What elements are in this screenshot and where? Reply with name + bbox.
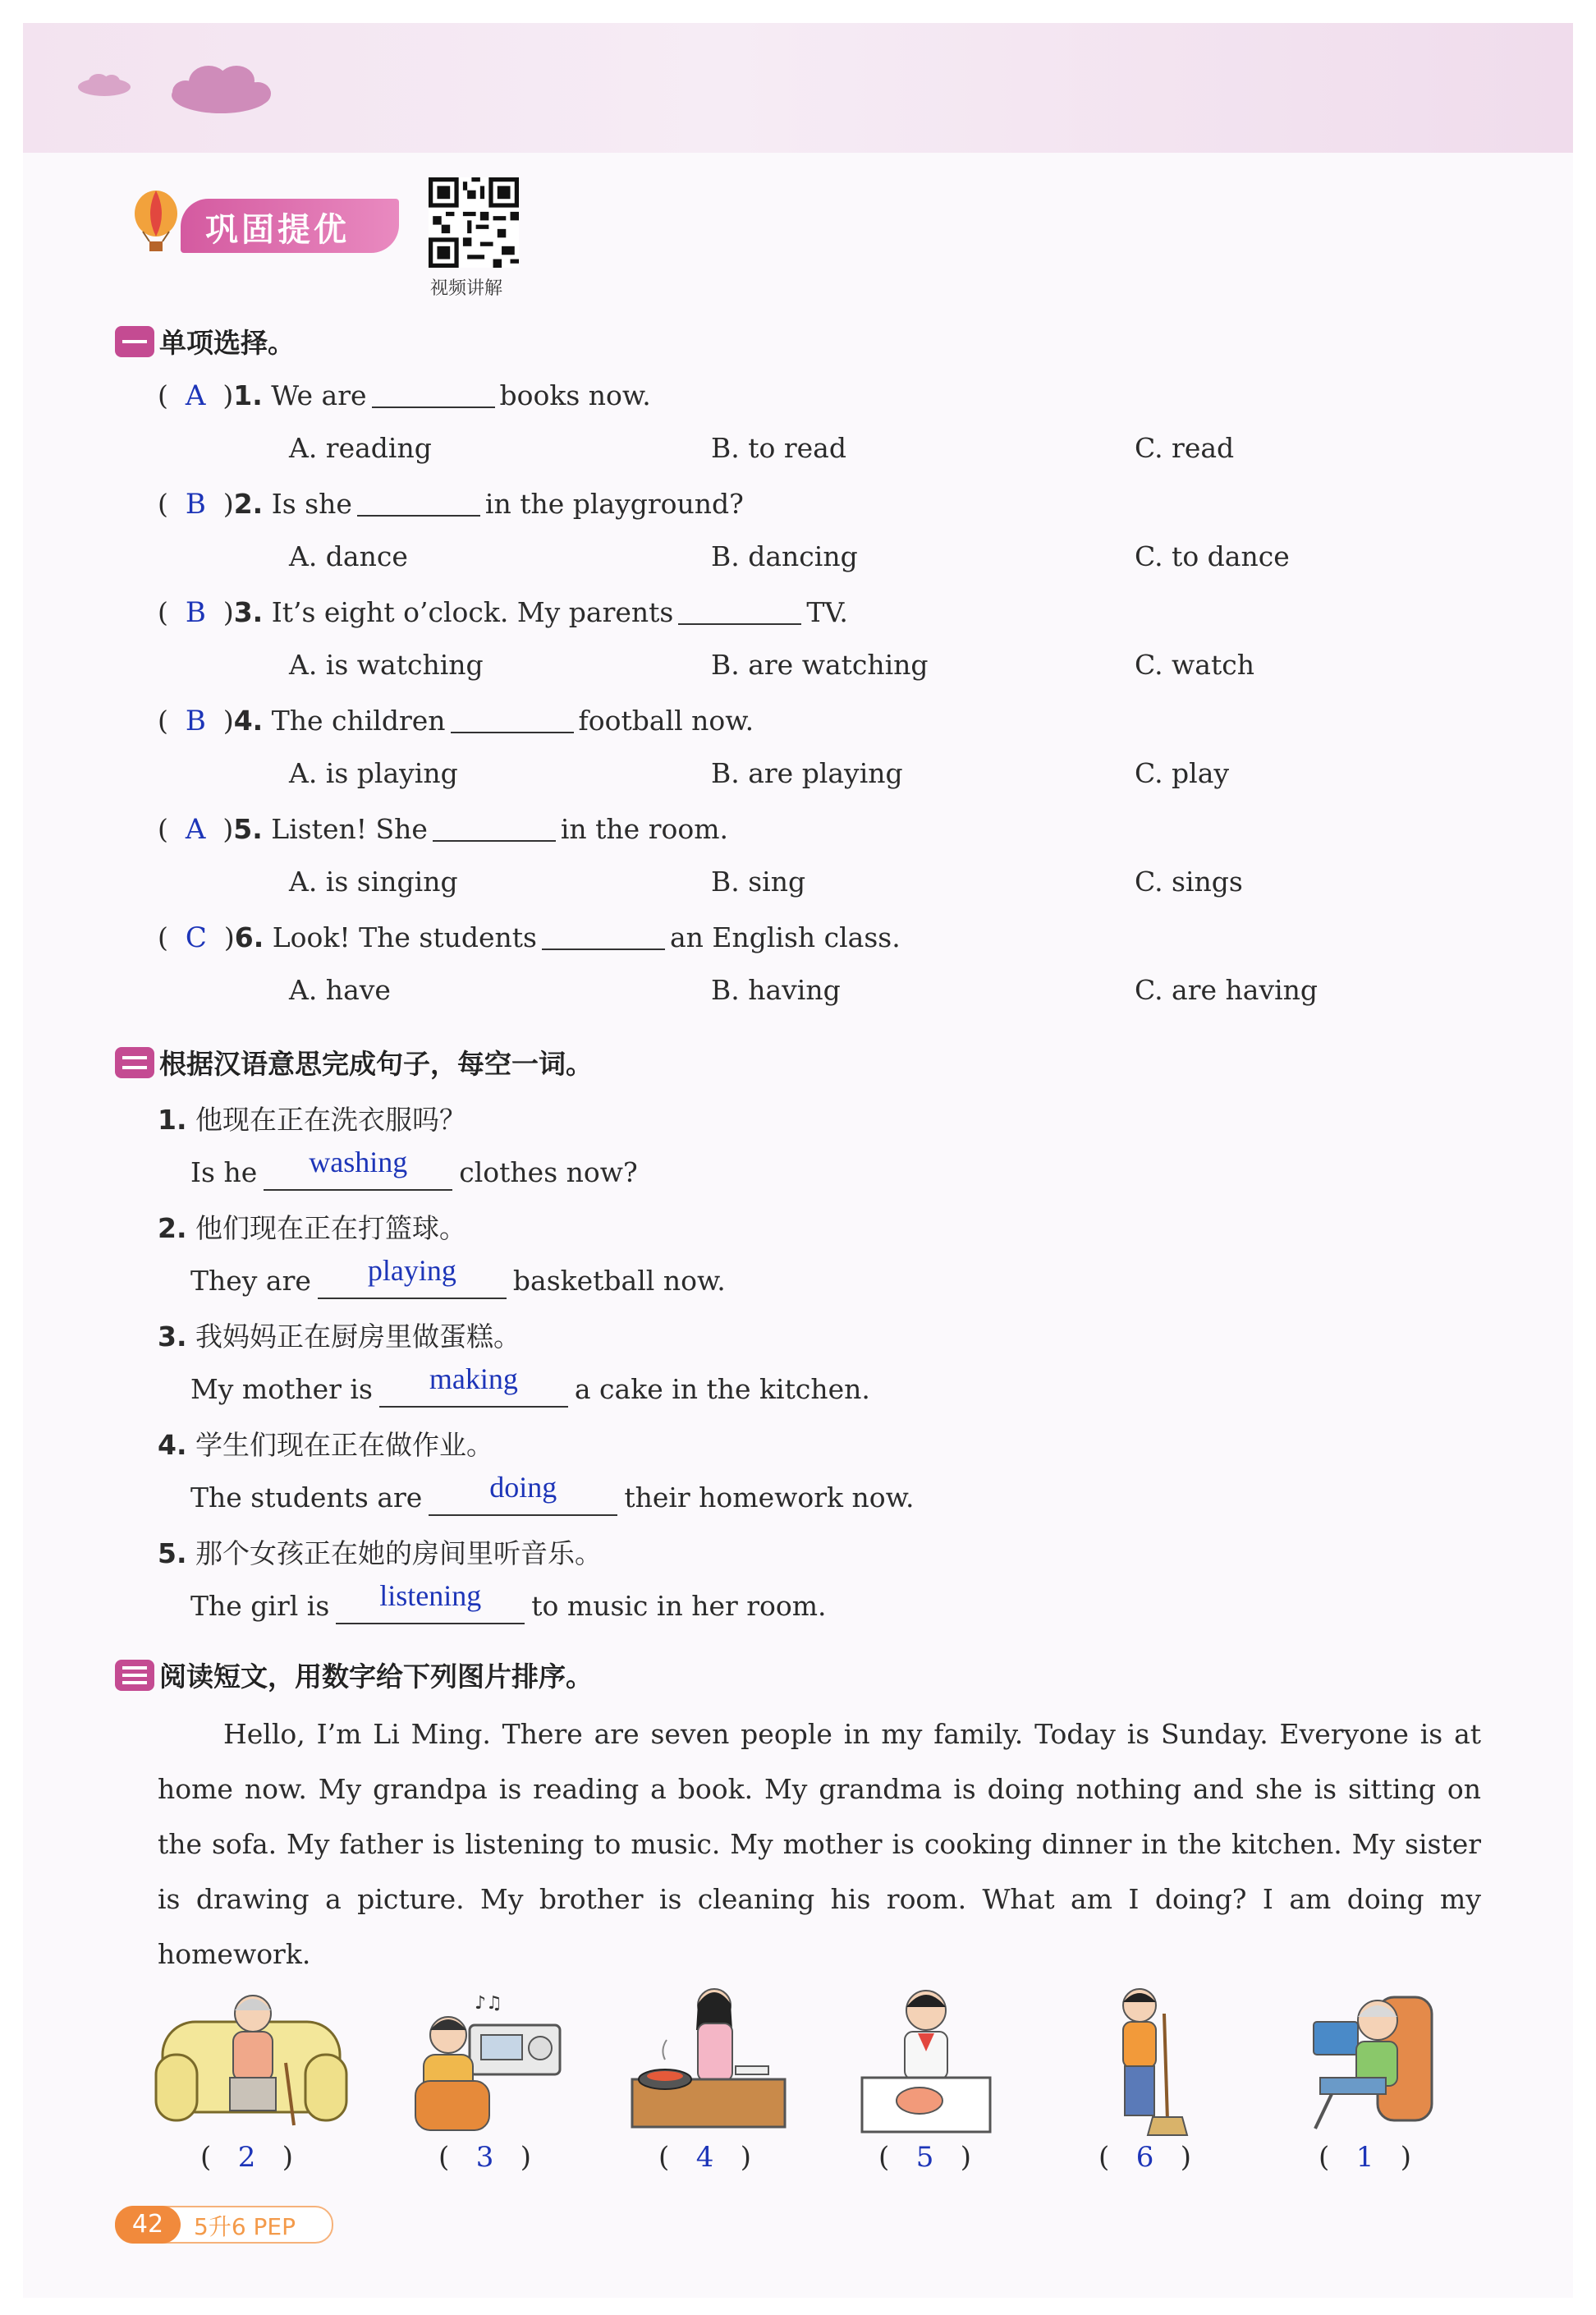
sentence-text: The students are <box>190 1481 423 1513</box>
section1-heading-text: 单项选择。 <box>159 327 295 359</box>
picture-answer-2: ( 3 ) <box>438 2141 532 2174</box>
chinese-prompt: 他们现在正在打篮球。 <box>195 1212 466 1244</box>
option: C. to dance <box>1135 540 1290 572</box>
answer-blank <box>318 1254 507 1299</box>
option: B. are watching <box>711 649 929 681</box>
answer: 5 <box>915 2141 934 2174</box>
picture-answer-1: ( 2 ) <box>200 2141 294 2174</box>
option: C. play <box>1135 757 1230 789</box>
answer-blank <box>372 385 495 408</box>
question-number: 2. <box>233 488 264 520</box>
option: C. watch <box>1135 649 1254 681</box>
answer-blank <box>433 819 556 842</box>
answer-blank <box>379 1362 568 1408</box>
svg-text:♪♫: ♪♫ <box>475 1993 502 2014</box>
qr-caption: 视频讲解 <box>430 278 503 299</box>
page-number: 42 <box>115 2206 181 2244</box>
answer: washing <box>309 1146 408 1178</box>
sentence-text: their homework now. <box>624 1481 915 1513</box>
question-number: 3. <box>233 596 264 628</box>
section2-heading <box>115 1043 593 1082</box>
cloud-icon <box>167 59 274 117</box>
answer: B <box>185 488 206 521</box>
answer: doing <box>489 1471 557 1504</box>
option: B. are playing <box>711 757 903 789</box>
answer-paren: ( <box>158 379 186 411</box>
option: C. read <box>1135 432 1235 464</box>
section2-heading-text: 根据汉语意思完成句子，每空一词。 <box>159 1048 593 1080</box>
option: A. have <box>289 974 391 1006</box>
mother-cooking-icon <box>629 1981 788 2137</box>
question-text: in the room. <box>560 813 728 845</box>
sentence-text: They are <box>190 1265 311 1297</box>
option: A. is playing <box>289 757 458 789</box>
sentence-text: to music in her room. <box>531 1590 827 1622</box>
question-text: an English class. <box>669 921 901 953</box>
question-text: The children <box>271 705 446 737</box>
question-text: football now. <box>578 705 754 737</box>
section-number-badge <box>115 1660 154 1691</box>
item-number: 4. <box>158 1429 187 1461</box>
grandpa-reading-icon <box>1299 1981 1438 2142</box>
answer: C <box>185 921 207 954</box>
item-number: 5. <box>158 1537 187 1569</box>
grandma-on-sofa-icon <box>154 1981 348 2134</box>
question-number: 5. <box>233 813 263 845</box>
answer: A <box>185 813 206 846</box>
answer: 3 <box>475 2141 494 2174</box>
question-text: in the playground? <box>484 488 744 520</box>
answer: 2 <box>237 2141 256 2174</box>
answer: A <box>185 379 206 412</box>
option: C. are having <box>1135 974 1319 1006</box>
section3-heading-text: 阅读短文，用数字给下列图片排序。 <box>159 1660 593 1693</box>
question-text: It’s eight o’clock. My parents <box>271 596 674 628</box>
sentence-text: a cake in the kitchen. <box>574 1373 870 1405</box>
picture-answer-4: ( 5 ) <box>878 2141 972 2174</box>
section3-heading <box>115 1656 593 1694</box>
question-text: TV. <box>806 596 848 628</box>
header-title: 巩固提优 <box>205 211 350 249</box>
item-number: 3. <box>158 1321 187 1353</box>
question-text: Listen! She <box>271 813 428 845</box>
sentence-text: basketball now. <box>512 1265 726 1297</box>
option: B. having <box>711 974 841 1006</box>
answer: making <box>429 1362 518 1395</box>
item-number: 2. <box>158 1212 187 1244</box>
option: B. to read <box>711 432 846 464</box>
sentence-text: Is he <box>190 1156 258 1188</box>
option: A. dance <box>289 540 408 572</box>
answer: 6 <box>1135 2141 1154 2174</box>
section1-heading <box>115 322 295 361</box>
sentence-text: clothes now? <box>459 1156 638 1188</box>
chinese-prompt: 学生们现在正在做作业。 <box>195 1429 493 1461</box>
sentence-text: The girl is <box>190 1590 330 1622</box>
footer-label: 5升6 PEP <box>194 2213 296 2240</box>
question-text: Is she <box>271 488 352 520</box>
answer-blank <box>336 1579 525 1624</box>
answer-blank <box>357 494 480 517</box>
sister-drawing-icon <box>857 1981 995 2137</box>
option: A. reading <box>289 432 432 464</box>
option: B. dancing <box>711 540 858 572</box>
answer: playing <box>367 1254 456 1287</box>
option: B. sing <box>711 866 806 898</box>
answer: 4 <box>695 2141 714 2174</box>
option: C. sings <box>1135 866 1243 898</box>
section-number-badge <box>115 1047 154 1078</box>
picture-answer-6: ( 1 ) <box>1319 2141 1412 2174</box>
answer-blank <box>542 927 665 950</box>
answer: B <box>185 596 206 629</box>
section-number-badge <box>115 326 154 357</box>
chinese-prompt: 那个女孩正在她的房间里听音乐。 <box>195 1537 602 1569</box>
answer: listening <box>379 1579 482 1612</box>
answer-blank <box>264 1146 452 1191</box>
option: A. is singing <box>289 866 458 898</box>
chinese-prompt: 他现在正在洗衣服吗？ <box>195 1104 466 1136</box>
picture-answer-3: ( 4 ) <box>658 2141 752 2174</box>
question-number: 1. <box>233 379 263 411</box>
cloud-icon <box>76 71 133 99</box>
question-text: Look! The students <box>272 921 537 953</box>
item-number: 1. <box>158 1104 187 1136</box>
answer: B <box>185 705 206 737</box>
question-text: books now. <box>499 379 651 411</box>
reading-passage: Hello, I’m Li Ming. There are seven people in my family. Today is Sunday. Everyone is at home now. My grandpa is reading a book. My grandma is doing nothing and she is sitting on the sofa. My father is listening to music. My mother is cooking dinner in the kitchen. My sister is drawing a picture. My brother is cleaning his room. What am I doing? I am doing my homework. <box>158 1718 1481 1970</box>
picture-answer-5: ( 6 ) <box>1098 2141 1192 2174</box>
option: A. is watching <box>289 649 484 681</box>
question-number: 4. <box>233 705 264 737</box>
answer-blank <box>451 710 574 733</box>
father-listening-music-icon <box>412 1991 563 2134</box>
answer-blank <box>429 1471 617 1516</box>
answer-blank <box>678 602 801 625</box>
chinese-prompt: 我妈妈正在厨房里做蛋糕。 <box>195 1321 521 1353</box>
hot-air-balloon-icon <box>131 191 181 256</box>
answer: 1 <box>1355 2141 1374 2174</box>
question-number: 6. <box>234 921 264 953</box>
question-text: We are <box>271 379 367 411</box>
sentence-text: My mother is <box>190 1373 373 1405</box>
qr-code-icon[interactable] <box>429 177 519 268</box>
brother-cleaning-icon <box>1092 1981 1200 2142</box>
